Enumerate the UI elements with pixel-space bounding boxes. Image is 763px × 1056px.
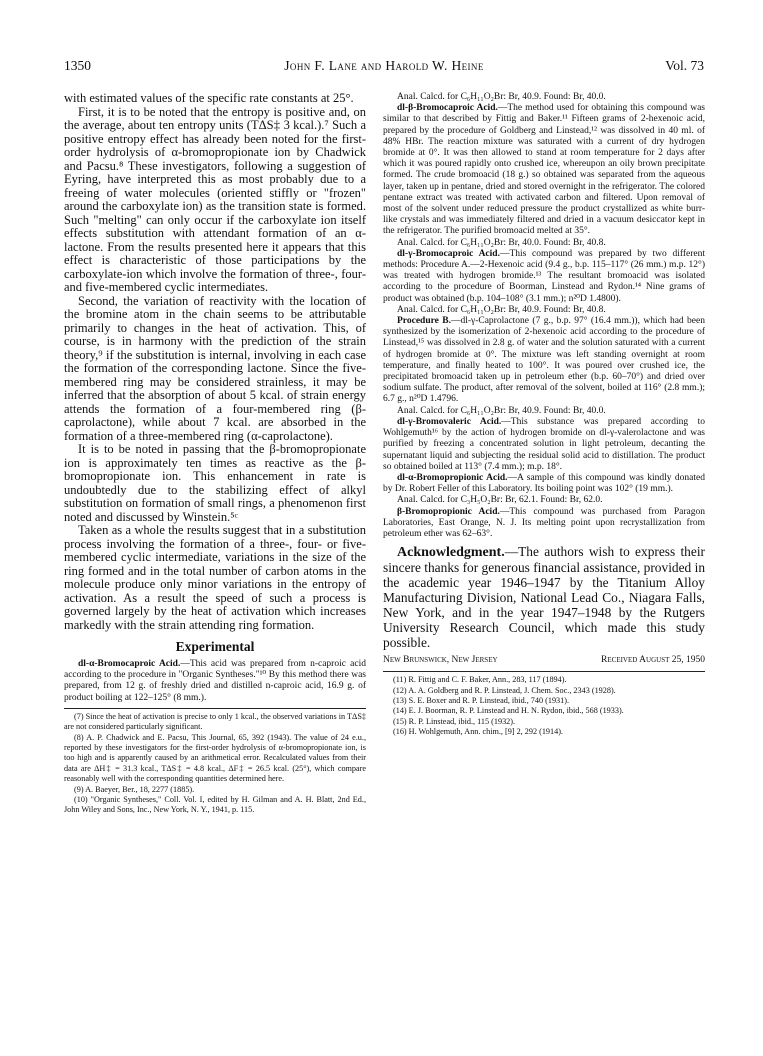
analysis-line: Anal. Calcd. for C₆H₁₁O₂Br: Br, 40.0. Found: Br, 40.8. bbox=[397, 237, 606, 248]
experimental-paragraph bbox=[383, 249, 705, 305]
footnote-divider bbox=[383, 671, 705, 672]
body-paragraph: Second, the variation of reactivity with the location of the bromine atom in the chain seems to be attributable primarily to changes in the heat of activation. This, of course, is in harmony with the prediction of the strain theory,⁹ if the substitution is internal, involving in each case the formation of the corresponding lactone. Since the five-membered ring may be considered strainless, it may be inferred that the absorption of about 5 kcal. of strain energy attends the formation of a four-membered ring (β-caprolactone), while about 7 kcal. are absorbed in the formation of a three-membered ring (α-caprolactone). bbox=[64, 293, 366, 443]
footnote: (13) S. E. Boxer and R. P. Linstead, ibid., 740 (1931). bbox=[393, 695, 570, 705]
institution-location: New Brunswick, New Jersey bbox=[383, 655, 498, 666]
analysis-line: Anal. Calcd. for C₃H₅O₂Br: Br, 62.1. Found: Br, 62.0. bbox=[397, 495, 603, 506]
footnote: (10) "Organic Syntheses," Coll. Vol. I, edited by H. Gilman and A. H. Blatt, 2nd Ed., John Wiley and Sons, Inc., New York, N. Y., 1941, p. 115. bbox=[64, 795, 366, 815]
footnote: (11) R. Fittig and C. F. Baker, Ann., 283, 117 (1894). bbox=[393, 675, 567, 685]
footnote: (8) A. P. Chadwick and E. Pacsu, This Journal, 65, 392 (1943). The value of 24 e.u., reported by these investigators for the first-order hydrolysis of α-bromopropionate ion, is too high and is apparently caused by an arithmetical error. Recalculated values from their data are ΔH‡ = 31.3 kcal., TΔS‡ = 4.8 kcal., ΔF‡ = 26.5 kcal. (25°), which compare reasonably well with the corresponding quantities determined here. bbox=[64, 732, 366, 784]
acknowledgment-heading: Acknowledgment. bbox=[397, 545, 505, 561]
running-title-authors: John F. Lane and Harold W. Heine bbox=[284, 58, 484, 73]
left-column bbox=[64, 92, 366, 816]
experimental-text: —This compound was purchased from Paragon Laboratories, East Orange, N. J. Its melting point upon recrystallization from petroleum ether was 62–63°. bbox=[383, 506, 705, 539]
experimental-text: —This acid was prepared from n-caproic acid according to the procedure in "Organic Syntheses."¹⁰ By this method there was prepared, from 12 g. of freshly dried and distilled n-caproic acid, 16.9 g. of product boiling at 122–125° (8 mm.). bbox=[64, 659, 366, 703]
acknowledgment-text: —The authors wish to express their sincere thanks for generous financial assistance, provided in the academic year 1946–1947 by the Titanium Alloy Manufacturing Division, National Lead Co., Niagara Falls, New York, and in the year 1947–1948 by the Rutgers University Research Council, which made this study possible. bbox=[383, 544, 706, 651]
body-paragraph: with estimated values of the specific rate constants at 25°. bbox=[64, 91, 354, 105]
analysis-line: Anal. Calcd. for C₆H₁₁O₂Br: Br, 40.9. Found: Br, 40.0. bbox=[397, 92, 606, 102]
running-header bbox=[64, 58, 704, 78]
compound-name: β-Bromopropionic Acid. bbox=[397, 506, 500, 517]
compound-name: dl-α-Bromocaproic Acid. bbox=[78, 659, 181, 669]
analysis-line: Anal. Calcd. for C₆H₁₁O₂Br: Br, 40.9. Found: Br, 40.0. bbox=[397, 405, 606, 416]
institution-signature bbox=[383, 654, 705, 667]
footnote-divider bbox=[64, 708, 366, 709]
footnote: (7) Since the heat of activation is precise to only 1 kcal., the observed variations in TΔS‡ are not considered particularly significant. bbox=[64, 711, 366, 732]
right-column bbox=[383, 92, 705, 738]
experimental-paragraph bbox=[383, 507, 705, 541]
received-date: Received August 25, 1950 bbox=[601, 655, 705, 666]
compound-name: dl-γ-Bromovaleric Acid. bbox=[397, 416, 502, 427]
analysis-line: Anal. Calcd. for C₆H₁₁O₂Br: Br, 40.9. Found: Br, 40.8. bbox=[397, 304, 606, 315]
experimental-paragraph bbox=[383, 103, 705, 237]
body-paragraph: It is to be noted in passing that the β-bromopropionate ion is approximately ten times as reactive as the β-bromopropionate ion. This enhancement in rate is undoubtedly due to the stabilizing effect of alkyl substitution on formation of small rings, a phenomenon first noted and discussed by Winstein.⁵ᶜ bbox=[64, 442, 366, 524]
compound-name: dl-α-Bromopropionic Acid. bbox=[397, 472, 508, 483]
footnote: (12) A. A. Goldberg and R. P. Linstead, J. Chem. Soc., 2343 (1928). bbox=[393, 685, 616, 695]
experimental-text: —This compound was prepared by two different methods: Procedure A.—2-Hexenoic acid (9.4 g., b.p. 115–117° (26 mm.) m.p. 12°) was treated with hydrogen bromide.¹³ The resultant bromoacid was isolated according to the procedure of Boorman, Linstead and Rydon.¹⁴ Nine grams of product was obtained (b.p. 104–108° (3.1 mm.); n²⁰D 1.4800). bbox=[383, 248, 705, 304]
experimental-paragraph bbox=[64, 659, 366, 704]
experimental-text: —The method used for obtaining this compound was similar to that described by Fittig and Baker.¹¹ Fifteen grams of 2-hexenoic acid, prepared by the procedure of Goldberg and Linstead,¹² was dissolved in 40 ml. of 48% HBr. The reaction mixture was saturated with a current of dry hydrogen bromide at 0°. It was then allowed to stand at room temperature for 2 days after which it was poured rapidly onto crushed ice, whereupon an oily brown precipitate formed. The crude bromoacid (18 g.) so obtained was separated from the aqueous layer, taken up in pentane, dried and stored overnight in the refrigerator. The colored pentane extract was treated with activated carbon and filtered. Upon removal of most of the solvent under reduced pressure the product crystallized as white burr-like crystals and was immediately filtered and dried in a vacuum desiccator kept in the refrigerator. The purified bromoacid melted at 35°. bbox=[383, 103, 705, 237]
procedure-name: Procedure B. bbox=[397, 316, 451, 327]
volume-label: Vol. 73 bbox=[665, 58, 704, 73]
body-paragraph: Taken as a whole the results suggest that in a substitution process involving the formation of a three-, four- or five-membered cyclic intermediate, variations in the size of the ring formed and in the total number of carbon atoms in the molecule produce only minor variations in the entropy of activation. As a result the speed of such a process is governed largely by the heat of activation which increases markedly with the strain attending ring formation. bbox=[64, 523, 366, 632]
page-number: 1350 bbox=[64, 58, 91, 73]
footnote: (16) H. Wohlgemuth, Ann. chim., [9] 2, 292 (1914). bbox=[393, 727, 563, 737]
section-heading-experimental: Experimental bbox=[175, 639, 255, 654]
body-paragraph: First, it is to be noted that the entropy is positive and, on the average, about ten entropy units (TΔS‡ 3 kcal.).⁷ Such a positive entropy effect has already been noted for the first-order hydrolysis of α-bromopropionate ion by Chadwick and Pacsu.⁸ These investigators, following a suggestion of Eyring, have interpreted this as most probably due to a freeing of water molecules (oriented stiffly or "frozen" around the carboxylate ion) as the transition state is formed. Such "melting" can only occur if the carboxylate ion itself effects substitution with attendant formation of an α-lactone. From the results presented here it appears that this effect is characteristic of those participations by the carboxylate-ion which involve the formation of three-, four- and five-membered cyclic intermediates. bbox=[64, 104, 366, 294]
footnote: (9) A. Baeyer, Ber., 18, 2277 (1885). bbox=[74, 784, 195, 794]
experimental-text: —This substance was prepared according to Wohlgemuth¹⁶ by the action of hydrogen bromide on dl-γ-valerolactone and was purified by freezing a concentrated solution in light petroleum, decanting the supernatant liquid and subjecting the residual solid acid to distillation. The product so obtained boiled at 113° (7.4 mm.); m.p. 18°. bbox=[383, 416, 705, 472]
footnote: (15) R. P. Linstead, ibid., 115 (1932). bbox=[393, 716, 516, 726]
acknowledgment-paragraph bbox=[383, 544, 705, 650]
experimental-text: —dl-γ-Caprolactone (7 g., b.p. 97° (16.4 mm.)), which had been synthesized by the isomerization of 2-hexenoic acid according to the procedure of Linstead,¹⁵ was dissolved in 2.8 g. of water and the solution saturated with a current of hydrogen bromide at 0°. The mixture was left standing overnight at room temperature, and finally heated to 100°. It was poured over crushed ice, the precipitated bromoacid taken up in petroleum ether (b.p. 60–70°) and dried over sodium sulfate. The product, after removal of the solvent, boiled at 116° (2.8 mm.); 6.7 g., n²⁰D 1.4796. bbox=[383, 316, 705, 405]
experimental-paragraph bbox=[383, 473, 705, 495]
experimental-text: —A sample of this compound was kindly donated by Dr. Robert Feller of this Laboratory. Its boiling point was 102° (19 mm.). bbox=[383, 472, 705, 495]
experimental-paragraph bbox=[383, 417, 705, 473]
experimental-paragraph bbox=[383, 316, 705, 406]
compound-name: dl-β-Bromocaproic Acid. bbox=[397, 103, 498, 114]
compound-name: dl-γ-Bromocaproic Acid. bbox=[397, 248, 500, 259]
footnote: (14) E. J. Boorman, R. P. Linstead and H. N. Rydon, ibid., 568 (1933). bbox=[393, 706, 624, 716]
